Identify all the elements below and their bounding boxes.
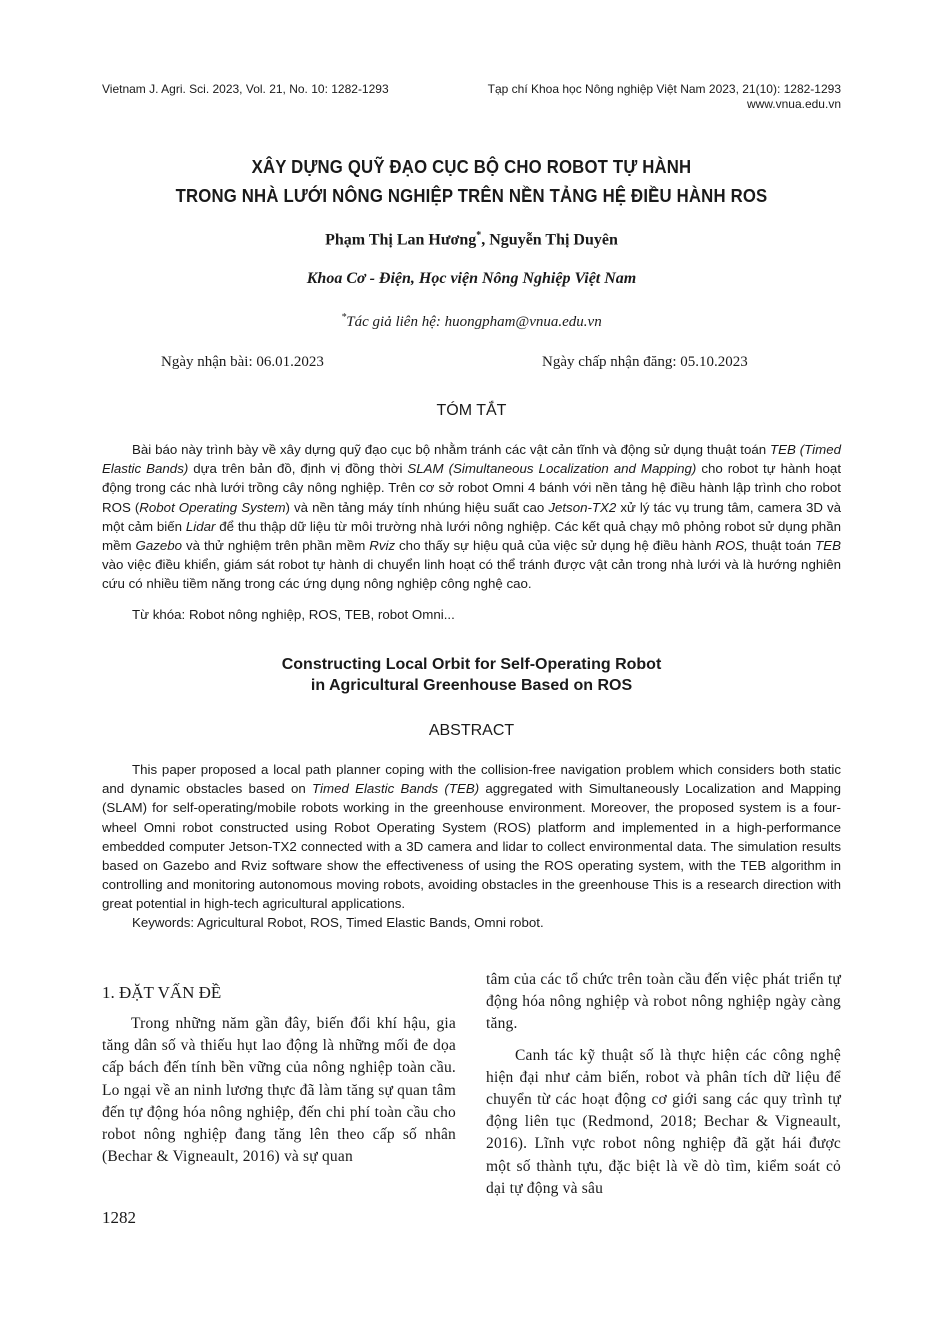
corresponding-mark: * bbox=[476, 230, 482, 241]
author-list bbox=[0, 230, 943, 249]
corresponding-mark: * bbox=[341, 312, 347, 323]
right-column bbox=[486, 969, 841, 1200]
journal-citation-vn: Tạp chí Khoa học Nông nghiệp Việt Nam 2023, 21(10): 1282-1293 bbox=[487, 82, 841, 96]
tomtat-heading: TÓM TẮT bbox=[436, 402, 507, 419]
corresponding-email: Tác giả liên hệ: huongpham@vnua.edu.vn bbox=[346, 314, 602, 330]
affiliation: Khoa Cơ - Điện, Học viện Nông Nghiệp Việt Nam bbox=[306, 270, 637, 287]
keywords-english: Keywords: Agricultural Robot, ROS, Timed Elastic Bands, Omni robot. bbox=[132, 915, 544, 930]
abstract-heading: ABSTRACT bbox=[428, 722, 515, 739]
en-title-line-1: Constructing Local Orbit for Self-Operating Robot bbox=[281, 656, 662, 673]
keywords-vietnamese: Từ khóa: Robot nông nghiệp, ROS, TEB, robot Omni... bbox=[132, 607, 455, 622]
paper-title-english bbox=[0, 654, 943, 696]
intro-paragraph-1: Trong những năm gần đây, biến đổi khí hậu, gia tăng dân số và thiếu hụt lao động là những mối đe dọa cấp bách đến tính bền vững của nông nghiệp toàn cầu. Lo ngại về an ninh lương thực đã làm tăng sự quan tâm đến tự động hóa nông nghiệp, đến chi phí toàn cầu cho robot nông nghiệp đang tăng lên theo cấp số nhân (Bechar & Vigneault, 2016) và sự quan bbox=[102, 1015, 456, 1166]
journal-header-english: Vietnam J. Agri. Sci. 2023, Vol. 21, No. 10: 1282-1293 bbox=[102, 82, 389, 96]
intro-paragraph-1-continued: tâm của các tổ chức trên toàn cầu đến việc phát triển tự động hóa nông nghiệp và robot nông nghiệp ngày càng tăng. bbox=[486, 971, 841, 1033]
paper-title-vietnamese bbox=[33, 153, 910, 211]
author-2: , Nguyễn Thị Duyên bbox=[481, 231, 618, 249]
en-title-line-2: in Agricultural Greenhouse Based on ROS bbox=[310, 677, 633, 694]
left-column bbox=[102, 1013, 456, 1168]
title-line-1: XÂY DỰNG QUỸ ĐẠO CỤC BỘ CHO ROBOT TỰ HÀNH bbox=[251, 157, 692, 177]
section-heading-introduction: 1. ĐẶT VẤN ĐỀ bbox=[102, 983, 222, 1002]
accepted-date: Ngày chấp nhận đăng: 05.10.2023 bbox=[542, 354, 748, 370]
corresponding-author bbox=[0, 312, 943, 331]
tomtat-body bbox=[102, 440, 841, 594]
tomtat-paragraph: Bài báo này trình bày về xây dựng quỹ đạo cục bộ nhằm tránh các vật cản tĩnh và động sử dụng thuật toán TEB (Timed Elastic Bands) dựa trên bản đồ, định vị đồng thời SLAM (Simultaneous Localization and Mapping) cho robot tự hành hoạt động trong các nhà lưới trồng cây nông nghiệp. Trên cơ sở robot Omni 4 bánh với nền tảng hệ điều hành lập trình cho robot ROS (Robot Operating System) và nền tảng máy tính nhúng hiệu suất cao Jetson-TX2 xử lý tác vụ trung tâm, camera 3D và một cảm biến Lidar để thu thập dữ liệu từ môi trường nhà lưới nông nghiệp. Các kết quả chạy mô phỏng robot sử dụng phần mềm Gazebo và thử nghiệm trên phần mềm Rviz cho thấy sự hiệu quả của việc sử dụng hệ điều hành ROS, thuật toán TEB vào việc điều khiển, giám sát robot tự hành di chuyển linh hoạt có thể tránh được vật cản trong nhà lưới và là hướng nghiên cứu có nhiều tiềm năng trong các ứng dụng nông nghiệp công nghệ cao. bbox=[102, 442, 842, 592]
author-1: Phạm Thị Lan Hương bbox=[325, 231, 477, 249]
journal-header-vietnamese bbox=[488, 82, 841, 112]
journal-website: www.vnua.edu.vn bbox=[746, 97, 841, 111]
abstract-body bbox=[102, 760, 841, 914]
page-number: 1282 bbox=[102, 1208, 136, 1227]
received-date: Ngày nhận bài: 06.01.2023 bbox=[161, 354, 324, 370]
title-line-2: TRONG NHÀ LƯỚI NÔNG NGHIỆP TRÊN NỀN TẢNG HỆ ĐIỀU HÀNH ROS bbox=[175, 186, 768, 206]
abstract-paragraph: This paper proposed a local path planner coping with the collision-free navigation problem which considers both static and dynamic obstacles based on Timed Elastic Bands (TEB) aggregated with Simultaneously Localization and Mapping (SLAM) for self-operating/mobile robots working in the greenhouse environment. Moreover, the proposed system is a four-wheel Omni robot constructed using Robot Operating System (ROS) platform and implemented in a high-performance embedded computer Jetson-TX2 connected with a 3D camera and lidar to collect environmental data. The simulation results based on Gazebo and Rviz software show the effectiveness of using the ROS operating system, with the TEB algorithm in controlling and monitoring autonomous moving robots, avoiding obstacles in the greenhouse This is a research direction with great potential in high-tech agricultural applications. bbox=[102, 762, 841, 912]
intro-paragraph-2: Canh tác kỹ thuật số là thực hiện các công nghệ hiện đại như cảm biến, robot và phân tích dữ liệu để chuyển từ các hoạt động cơ giới sang các quy trình tự động liên tục (Redmond, 2018; Bechar & Vigneault, 2016). Lĩnh vực robot nông nghiệp đã gặt hái được một số thành tựu, đặc biệt là về dò tìm, kiểm soát cỏ dại tự động và sâu bbox=[486, 1046, 841, 1197]
